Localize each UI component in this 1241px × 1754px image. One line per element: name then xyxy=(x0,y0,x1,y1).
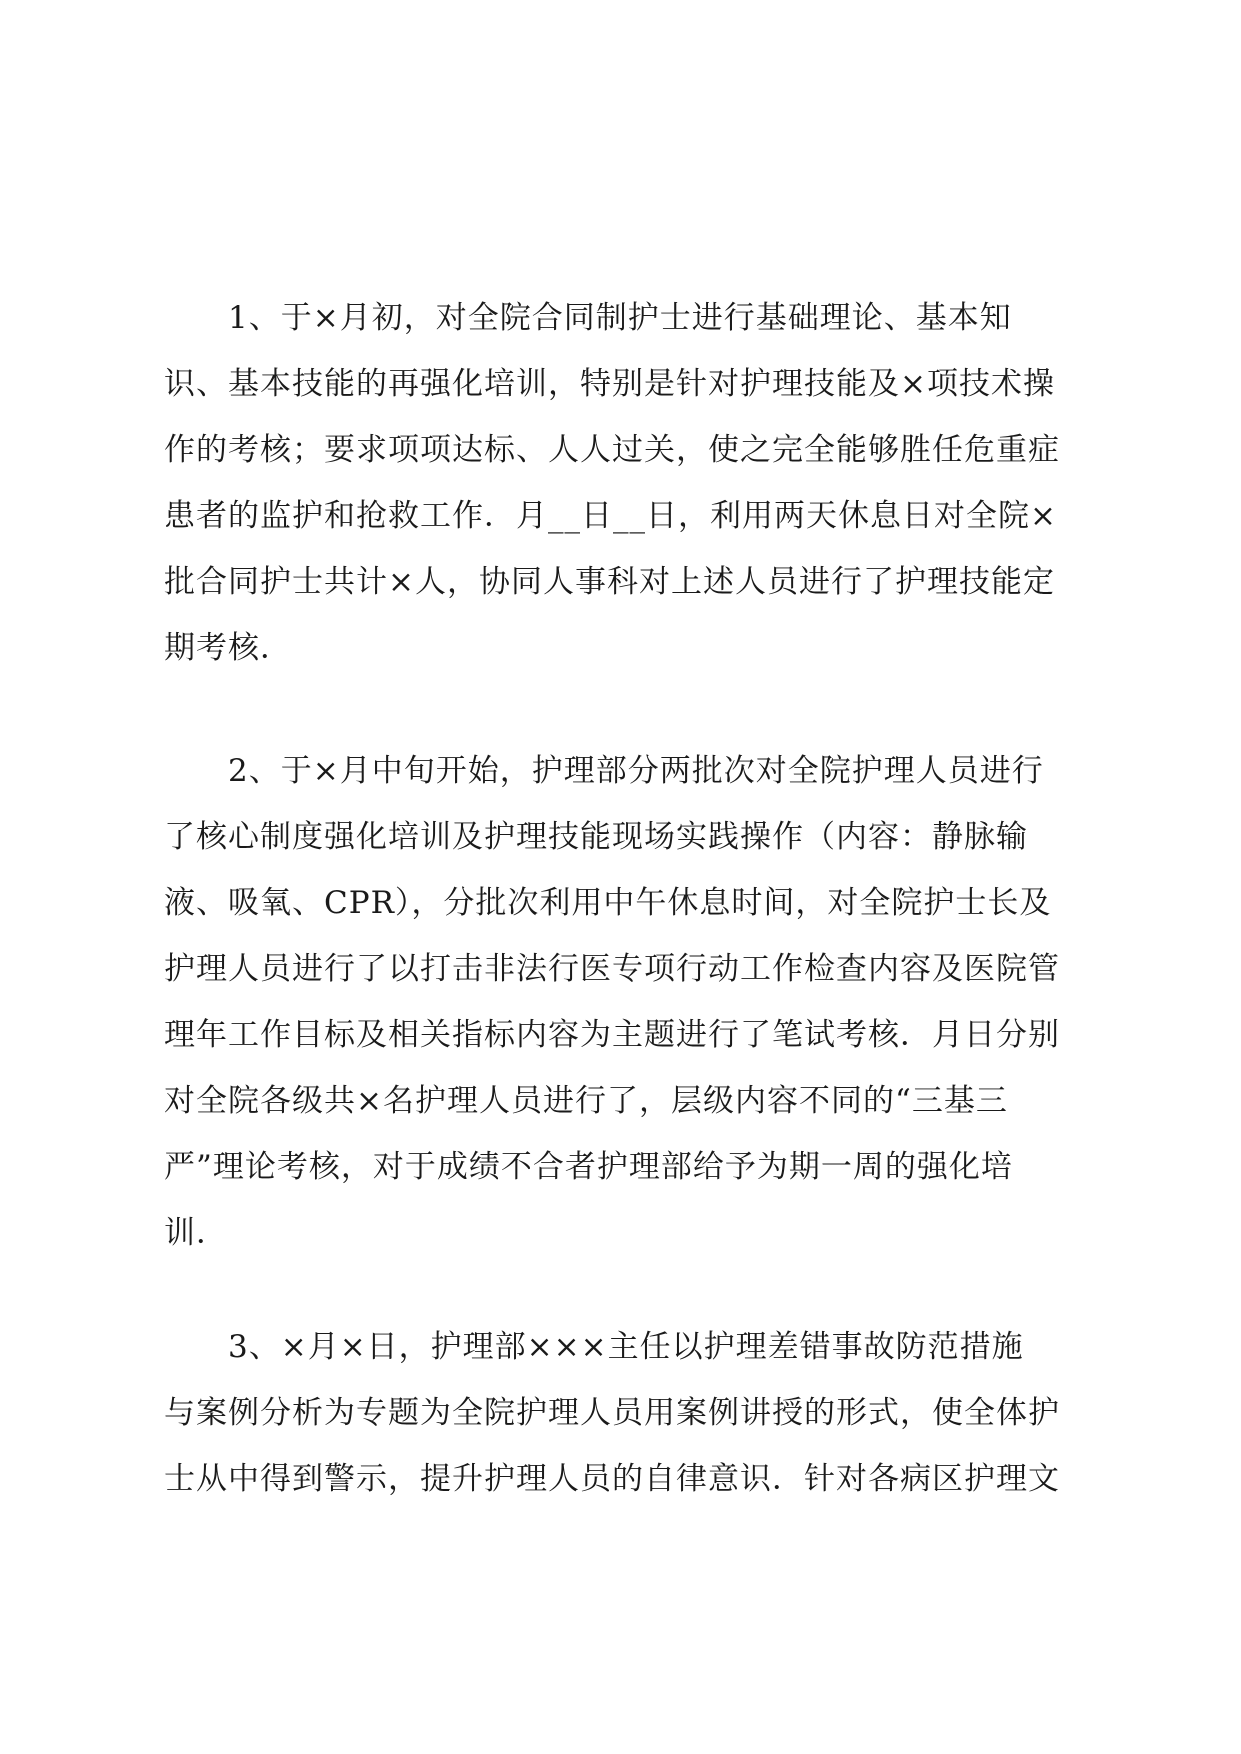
paragraph-line: 严”理论考核，对于成绩不合者护理部给予为期一周的强化培 xyxy=(164,1149,1013,1185)
paragraph-line: 作的考核；要求项项达标、人人过关，使之完全能够胜任危重症 xyxy=(164,432,1060,468)
paragraph-line: 2、于×月中旬开始，护理部分两批次对全院护理人员进行 xyxy=(228,753,1044,789)
paragraph-line: 理年工作目标及相关指标内容为主题进行了笔试考核．月日分别 xyxy=(164,1017,1060,1053)
paragraph-line: 1、于×月初，对全院合同制护士进行基础理论、基本知 xyxy=(228,300,1012,336)
paragraph-line: 患者的监护和抢救工作．月__日__日，利用两天休息日对全院× xyxy=(164,498,1057,534)
paragraph-1 xyxy=(164,285,1094,681)
paragraph-line: 批合同护士共计×人，协同人事科对上述人员进行了护理技能定 xyxy=(164,564,1055,600)
paragraph-line: 与案例分析为专题为全院护理人员用案例讲授的形式，使全体护 xyxy=(164,1395,1060,1431)
paragraph-line: 训． xyxy=(164,1215,228,1251)
paragraph-line: 对全院各级共×名护理人员进行了，层级内容不同的“三基三 xyxy=(164,1083,1008,1119)
paragraph-2 xyxy=(164,738,1094,1266)
paragraph-line: 士从中得到警示，提升护理人员的自律意识．针对各病区护理文 xyxy=(164,1461,1060,1497)
paragraph-line: 了核心制度强化培训及护理技能现场实践操作（内容：静脉输 xyxy=(164,819,1028,855)
paragraph-line: 护理人员进行了以打击非法行医专项行动工作检查内容及医院管 xyxy=(164,951,1060,987)
paragraph-line: 3、×月×日，护理部×××主任以护理差错事故防范措施 xyxy=(228,1329,1024,1365)
paragraph-line: 液、吸氧、CPR），分批次利用中午休息时间，对全院护士长及 xyxy=(164,885,1052,921)
paragraph-line: 识、基本技能的再强化培训，特别是针对护理技能及×项技术操 xyxy=(164,366,1055,402)
paragraph-3 xyxy=(164,1314,1094,1512)
paragraph-line: 期考核． xyxy=(164,630,292,666)
